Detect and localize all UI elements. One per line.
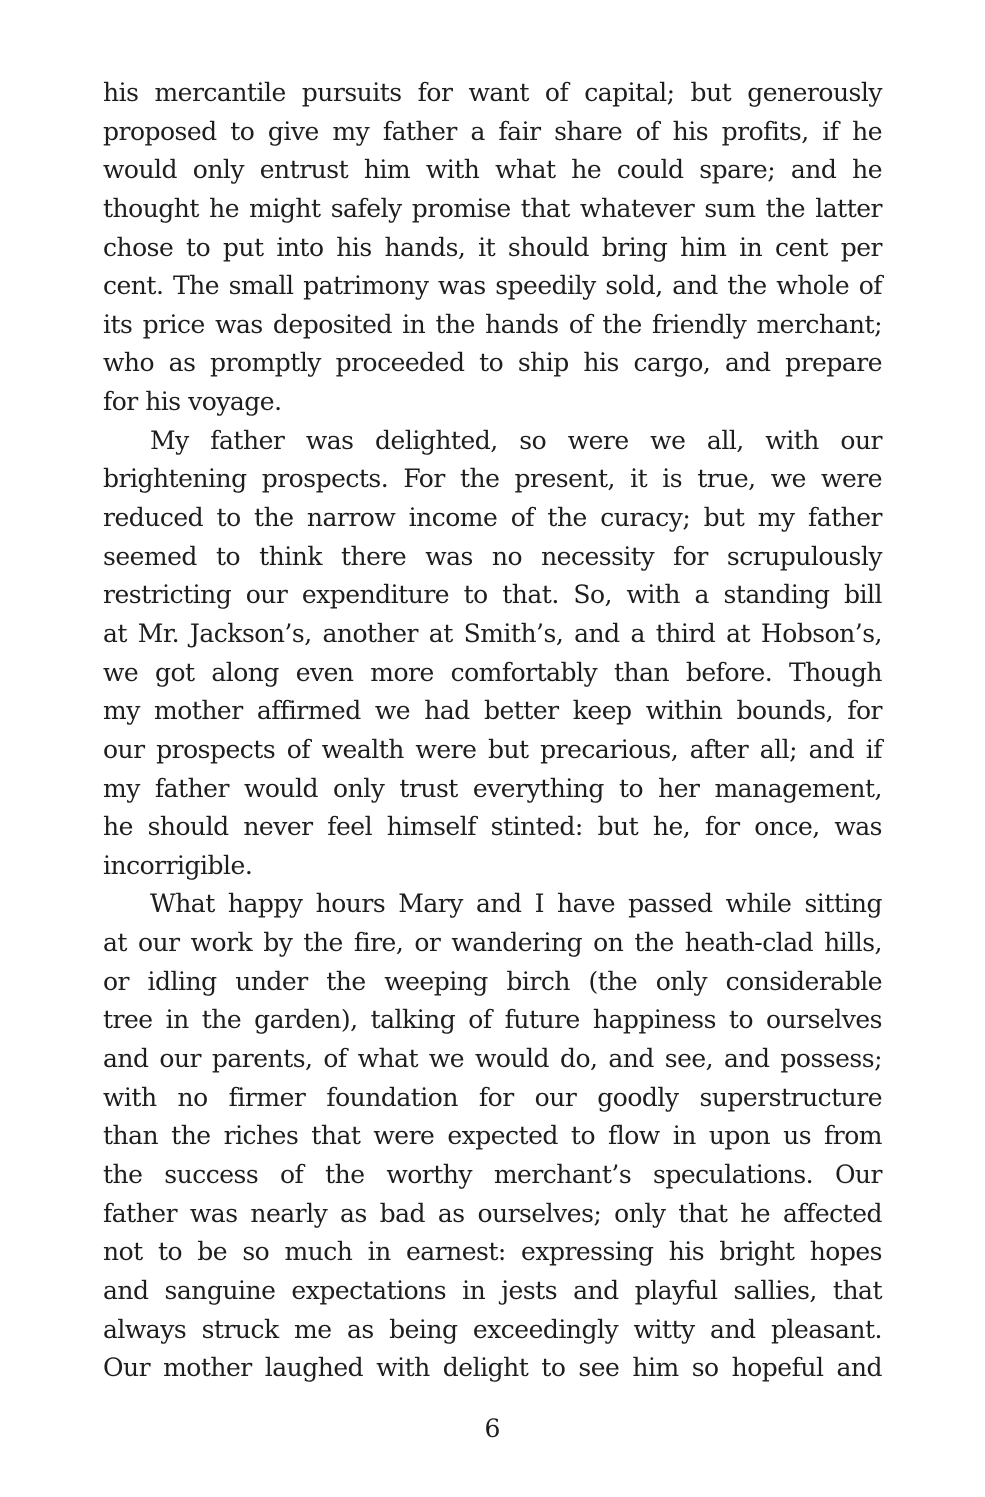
text-line: and sanguine expectations in jests and playful sallies, that: [103, 1275, 882, 1305]
text-line: my father would only trust everything to her management,: [103, 773, 882, 803]
text-line: My father was delighted, so were we all, with our: [150, 425, 882, 455]
text-line: than the riches that were expected to flow in upon us from: [103, 1121, 882, 1151]
text-line: What happy hours Mary and I have passed while sitting: [150, 889, 882, 919]
text-line: not to be so much in earnest: expressing his bright hopes: [103, 1237, 882, 1267]
text-line: reduced to the narrow income of the curacy; but my father: [103, 503, 882, 533]
text-line: incorrigible.: [103, 850, 253, 880]
text-line: Our mother laughed with delight to see him so hopeful and: [103, 1353, 882, 1383]
text-line: its price was deposited in the hands of the friendly merchant;: [103, 309, 882, 339]
text-line: would only entrust him with what he could spare; and he: [103, 155, 882, 185]
text-line: my mother affirmed we had better keep within bounds, for: [103, 696, 882, 726]
text-line: restricting our expenditure to that. So, with a standing bill: [103, 580, 882, 610]
text-line: he should never feel himself stinted: but he, for once, was: [103, 812, 882, 842]
text-line: at our work by the fire, or wandering on the heath-clad hills,: [103, 928, 882, 958]
page-number: 6: [484, 1414, 501, 1443]
text-line: at Mr. Jackson’s, another at Smith’s, and a third at Hobson’s,: [103, 618, 882, 648]
body-text: [103, 74, 882, 1388]
text-line: the success of the worthy merchant’s speculations. Our: [103, 1159, 882, 1189]
text-line: and our parents, of what we would do, and see, and possess;: [103, 1044, 882, 1074]
text-line: chose to put into his hands, it should bring him in cent per: [103, 232, 882, 262]
text-line: or idling under the weeping birch (the only considerable: [103, 966, 882, 996]
text-line: for his voyage.: [103, 387, 282, 417]
text-line: brightening prospects. For the present, it is true, we were: [103, 464, 882, 494]
text-line: thought he might safely promise that whatever sum the latter: [103, 193, 882, 223]
text-line: we got along even more comfortably than before. Though: [103, 657, 882, 687]
text-line: father was nearly as bad as ourselves; only that he affected: [103, 1198, 882, 1228]
text-line: proposed to give my father a fair share of his profits, if he: [103, 116, 882, 146]
text-line: who as promptly proceeded to ship his cargo, and prepare: [103, 348, 882, 378]
text-line: cent. The small patrimony was speedily sold, and the whole of: [103, 271, 882, 301]
text-line: always struck me as being exceedingly witty and pleasant.: [103, 1314, 882, 1344]
text-line: his mercantile pursuits for want of capital; but generously: [103, 78, 882, 107]
text-line: seemed to think there was no necessity for scrupulously: [103, 541, 882, 571]
text-line: our prospects of wealth were but precarious, after all; and if: [103, 734, 882, 764]
text-line: with no firmer foundation for our goodly superstructure: [103, 1082, 882, 1112]
text-line: tree in the garden), talking of future happiness to ourselves: [103, 1005, 882, 1035]
